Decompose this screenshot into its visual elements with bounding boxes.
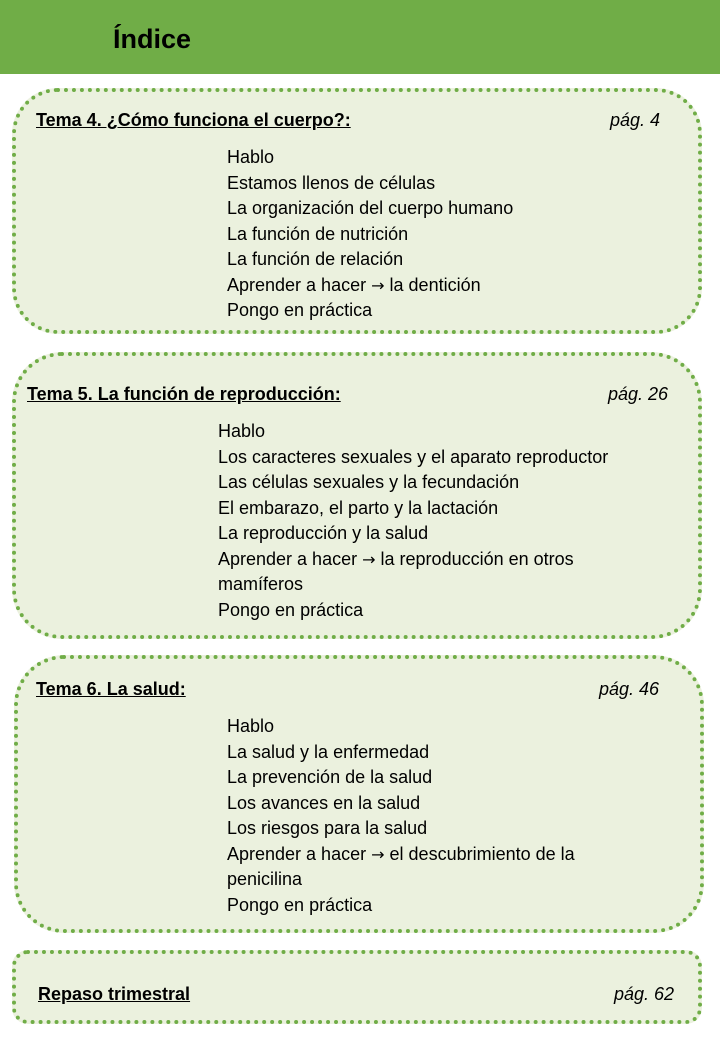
section-repaso <box>12 950 702 1024</box>
list-item: Las células sexuales y la fecundación <box>218 472 520 492</box>
list-item: Hablo <box>227 716 275 736</box>
arrow-right-icon: → <box>371 844 385 864</box>
list-item <box>227 273 513 299</box>
list-item: El embarazo, el parto y la lactación <box>218 497 499 518</box>
section-items <box>218 419 608 623</box>
item-continuation: penicilina <box>227 869 303 889</box>
list-item: Hablo <box>218 421 266 441</box>
list-item: La prevención de la salud <box>227 767 433 787</box>
list-item <box>218 547 608 598</box>
list-item: La organización del cuerpo humano <box>227 198 514 218</box>
section-tema-6 <box>14 655 704 933</box>
list-item: Pongo en práctica <box>227 300 373 320</box>
list-item <box>227 842 575 893</box>
section-page: pág. 62 <box>614 984 675 1004</box>
section-page: pág. 4 <box>610 110 661 130</box>
list-item: La función de nutrición <box>227 223 409 244</box>
list-item: Los avances en la salud <box>227 792 421 813</box>
item-suffix: la dentición <box>389 274 481 295</box>
section-title: Tema 5. La función de reproducción: <box>27 384 341 404</box>
header-bar <box>0 0 720 74</box>
item-continuation: mamíferos <box>218 574 304 594</box>
section-title: Tema 4. ¿Cómo funciona el cuerpo?: <box>36 110 351 130</box>
item-prefix: Aprender a hacer <box>227 274 367 295</box>
item-suffix: la reproducción en otros <box>380 548 574 569</box>
list-item: Hablo <box>227 147 275 167</box>
page-title: Índice <box>113 24 192 54</box>
list-item: Pongo en práctica <box>227 894 373 915</box>
list-item: Pongo en práctica <box>218 599 364 620</box>
arrow-right-icon: → <box>362 549 376 569</box>
section-page: pág. 26 <box>608 384 669 404</box>
item-prefix: Aprender a hacer <box>227 843 367 864</box>
section-page: pág. 46 <box>599 679 660 699</box>
list-item: La salud y la enfermedad <box>227 741 430 762</box>
list-item: La reproducción y la salud <box>218 523 429 543</box>
section-title: Repaso trimestral <box>38 984 191 1004</box>
section-items <box>227 714 575 918</box>
section-title: Tema 6. La salud: <box>36 679 186 699</box>
list-item: La función de relación <box>227 249 404 269</box>
list-item: Estamos llenos de células <box>227 172 436 193</box>
section-tema-5 <box>12 352 702 639</box>
section-tema-4 <box>12 88 702 334</box>
item-prefix: Aprender a hacer <box>218 548 358 569</box>
section-items <box>227 145 513 324</box>
item-suffix: el descubrimiento de la <box>389 843 575 864</box>
list-item: Los riesgos para la salud <box>227 818 428 838</box>
arrow-right-icon: → <box>371 275 385 295</box>
list-item: Los caracteres sexuales y el aparato reproductor <box>218 446 609 467</box>
